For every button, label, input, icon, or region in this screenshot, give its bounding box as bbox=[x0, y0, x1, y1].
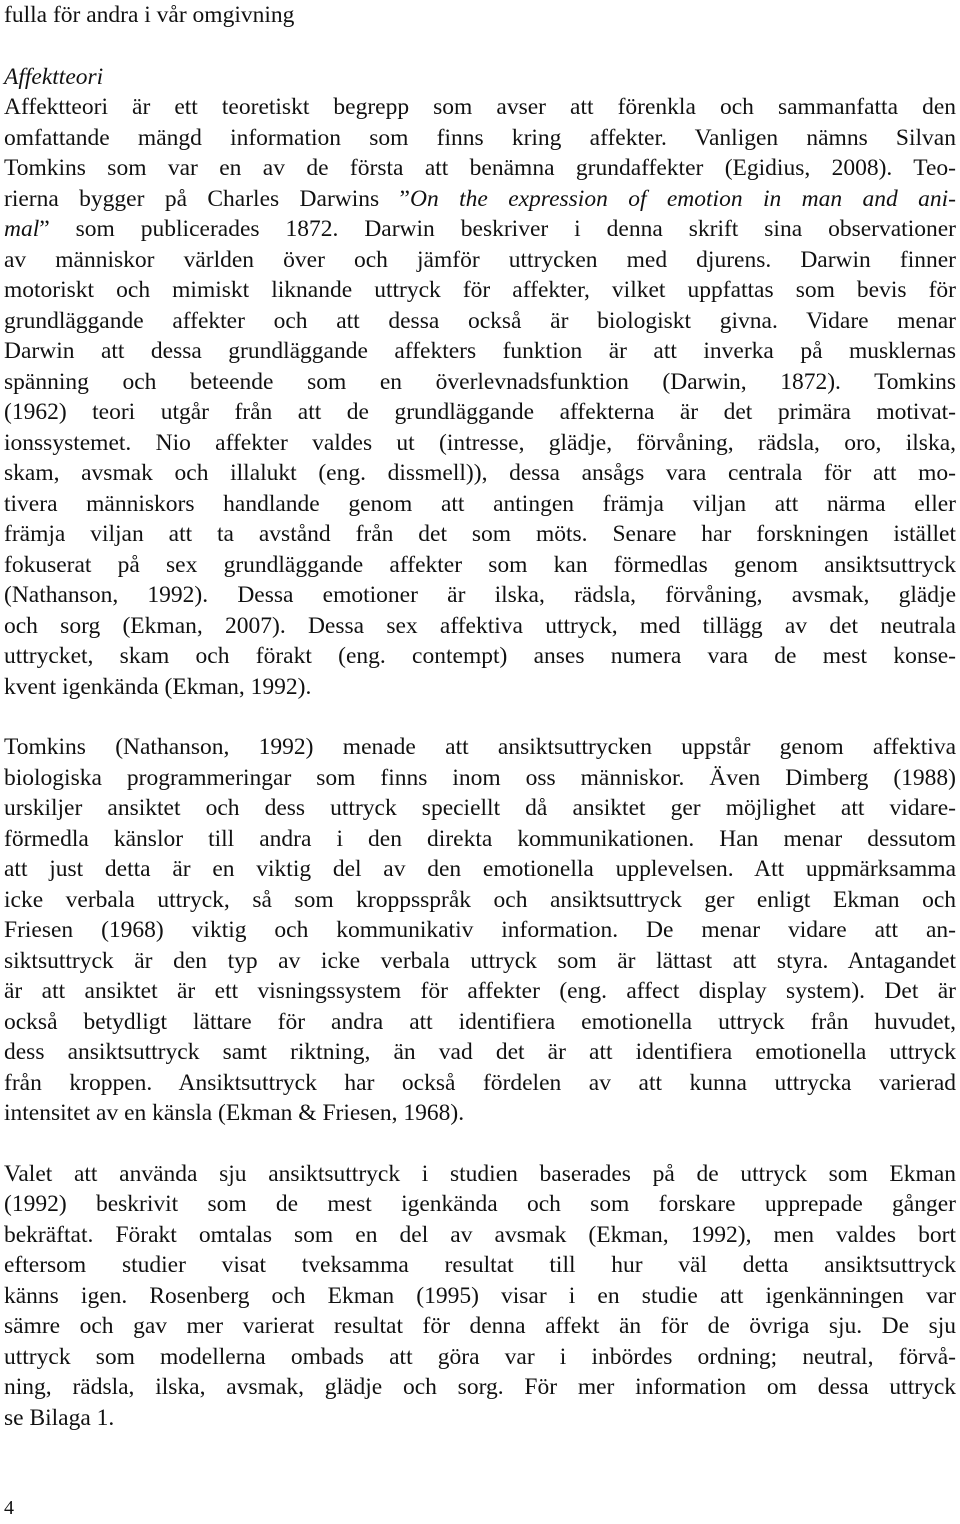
paragraph-line: skam, avsmak och illalukt (eng. dissmell)), dessa ansågs vara centrala för att mo- bbox=[4, 460, 956, 486]
paragraph-line: Affektteori är ett teoretiskt begrepp som avser att förenkla och sammanfatta den bbox=[4, 94, 956, 120]
continuation-line: fulla för andra i vår omgivning bbox=[4, 2, 295, 28]
paragraph-line: uttryck som modellerna ombads att göra var i inbördes ordning; neutral, förvå- bbox=[4, 1343, 956, 1370]
paragraph-line: förmedla känslor till andra i den direkta kommunikationen. Han menar dessutom bbox=[4, 825, 956, 852]
paragraph-line: (1992) beskrivit som de mest igenkända och som forskare upprepade gånger bbox=[4, 1191, 956, 1217]
paragraph-line: att just detta är en viktig del av den emotionella upplevelsen. Att uppmärksamma bbox=[4, 856, 956, 882]
paragraph-line: motoriskt och mimiskt liknande uttryck för affekter, vilket uppfattas som bevis för bbox=[4, 277, 956, 303]
paragraph-line: Darwin att dessa grundläggande affekters funktion är att inverka på musklernas bbox=[4, 338, 956, 364]
paragraph-line: bekräftat. Förakt omtalas som en del av avsmak (Ekman, 1992), men valdes bort bbox=[4, 1221, 956, 1248]
paragraph-line: omfattande mängd information som finns kring affekter. Vanligen nämns Silvan bbox=[4, 124, 956, 151]
book-title: On the expression of emotion in man and ani- bbox=[410, 185, 956, 212]
paragraph-line: intensitet av en känsla (Ekman & Friesen, 1968). bbox=[4, 1100, 465, 1126]
text-run: rierna bygger på Charles Darwins ” bbox=[4, 185, 410, 212]
paragraph-line: och sorg (Ekman, 2007). Dessa sex affektiva uttryck, med tillägg av det neutrala bbox=[4, 612, 956, 639]
paragraph-line: är att ansiktet är ett visningssystem för affekter (eng. affect display system). Det är bbox=[4, 978, 956, 1004]
paragraph-line: spänning och beteende som en överlevnadsfunktion (Darwin, 1872). Tomkins bbox=[4, 368, 956, 395]
spacer bbox=[4, 702, 956, 732]
paragraph-line: Tomkins (Nathanson, 1992) menade att ansiktsuttrycken uppstår genom affektiva bbox=[4, 734, 956, 760]
paragraph-line: Friesen (1968) viktig och kommunikativ information. De menar vidare att an- bbox=[4, 917, 956, 943]
paragraph-line: (Nathanson, 1992). Dessa emotioner är ilska, rädsla, förvåning, avsmak, glädje bbox=[4, 582, 956, 608]
paragraph-line: grundläggande affekter och att dessa också är biologiskt givna. Vidare menar bbox=[4, 307, 956, 334]
paragraph-line: urskiljer ansiktet och dess uttryck speciellt då ansiktet ger möjlighet att vidare- bbox=[4, 795, 956, 821]
document-page bbox=[4, 0, 956, 1433]
paragraph-line: biologiska programmeringar som finns inom oss människor. Även Dimberg (1988) bbox=[4, 764, 956, 791]
paragraph-line: dess ansiktsuttryck samt riktning, än vad det är att identifiera emotionella uttryck bbox=[4, 1039, 956, 1065]
paragraph-line: se Bilaga 1. bbox=[4, 1404, 115, 1431]
paragraph-line: Tomkins som var en av de första att benämna grundaffekter (Egidius, 2008). Teo- bbox=[4, 155, 956, 181]
paragraph-line: Valet att använda sju ansiktsuttryck i studien baserades på de uttryck som Ekman bbox=[4, 1160, 956, 1187]
paragraph-line: också betydligt lättare för andra att identifiera emotionella uttryck från huvudet, bbox=[4, 1008, 956, 1035]
paragraph-line: ning, rädsla, ilska, avsmak, glädje och sorg. För mer information om dessa uttryck bbox=[4, 1374, 956, 1400]
paragraph-line: icke verbala uttryck, så som kroppsspråk och ansiktsuttryck ger enligt Ekman och bbox=[4, 886, 956, 913]
text-run: ” som publicerades 1872. Darwin beskriver i denna skrift sina observationer bbox=[39, 216, 956, 242]
book-title: mal bbox=[4, 216, 40, 242]
paragraph-line: från kroppen. Ansiktsuttryck har också fördelen av att kunna uttrycka varierad bbox=[4, 1069, 956, 1096]
paragraph-line: eftersom studier visat tveksamma resultat till hur väl detta ansiktsuttryck bbox=[4, 1252, 956, 1278]
paragraph-line: fokuserat på sex grundläggande affekter som kan förmedlas genom ansiktsuttryck bbox=[4, 551, 956, 578]
paragraph-line bbox=[4, 214, 956, 245]
paragraph-line: sämre och gav mer varierat resultat för denna affekt än för de övriga sju. De sju bbox=[4, 1313, 956, 1339]
paragraph-line: av människor världen över och jämför uttrycken med djurens. Darwin finner bbox=[4, 246, 956, 273]
paragraph-line: kvent igenkända (Ekman, 1992). bbox=[4, 673, 312, 700]
paragraph-line: (1962) teori utgår från att de grundläggande affekterna är det primära motivat- bbox=[4, 399, 956, 425]
paragraph-1 bbox=[4, 92, 956, 702]
spacer bbox=[4, 31, 956, 62]
paragraph-line: främja viljan att ta avstånd från det som möts. Senare har forskningen istället bbox=[4, 521, 956, 547]
paragraph-2 bbox=[4, 732, 956, 1129]
section-heading: Affektteori bbox=[4, 63, 104, 90]
paragraph-line: känns igen. Rosenberg och Ekman (1995) visar i en studie att igenkänningen var bbox=[4, 1282, 956, 1309]
paragraph-line: tivera människors handlande genom att antingen främja viljan att närma eller bbox=[4, 490, 956, 517]
page-number: 4 bbox=[4, 1497, 14, 1519]
paragraph-line: ionssystemet. Nio affekter valdes ut (intresse, glädje, förvåning, rädsla, oro, ilska, bbox=[4, 429, 956, 456]
spacer bbox=[4, 1129, 956, 1159]
paragraph-line: uttrycket, skam och förakt (eng. contempt) anses numera vara de mest konse- bbox=[4, 643, 956, 669]
paragraph-line bbox=[4, 184, 956, 215]
paragraph-3 bbox=[4, 1159, 956, 1434]
paragraph-line: siktsuttryck är den typ av icke verbala uttryck som är lättast att styra. Antagandet bbox=[4, 947, 956, 974]
